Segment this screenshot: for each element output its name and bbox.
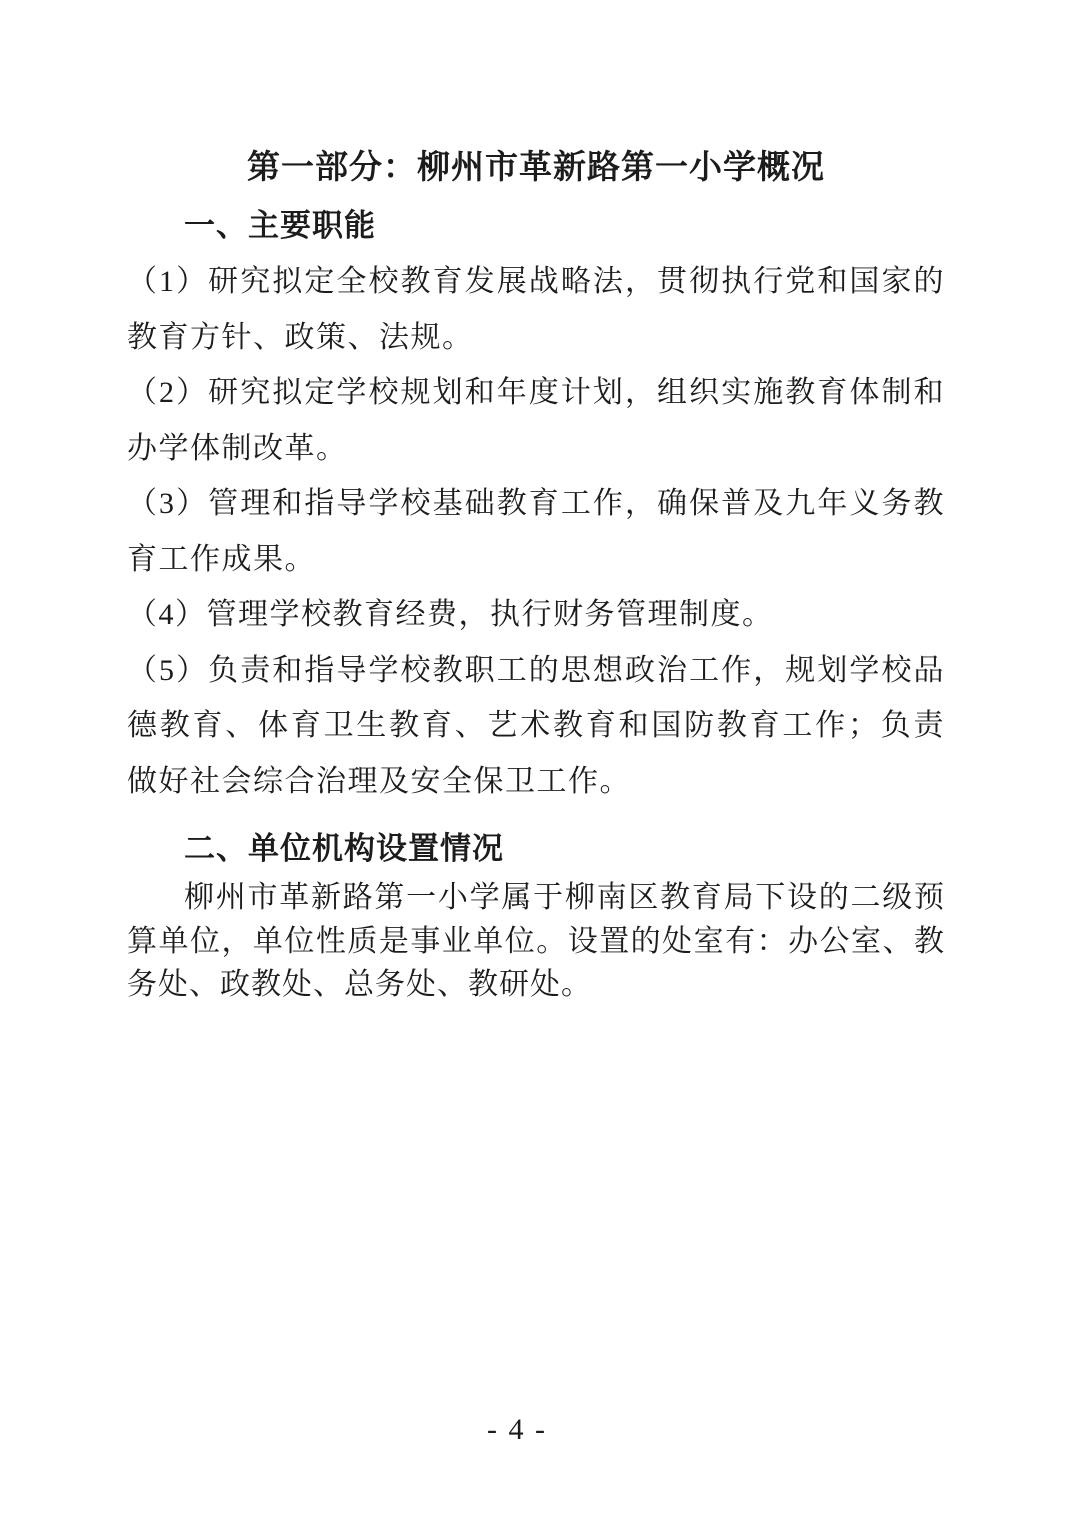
- paragraph-organization: 柳州市革新路第一小学属于柳南区教育局下设的二级预算单位，单位性质是事业单位。设置的处室有：办公室、教务处、政教处、总务处、教研处。: [127, 881, 945, 1001]
- paragraph-function-1: （1）研究拟定全校教育发展战略法，贯彻执行党和国家的教育方针、政策、法规。: [127, 265, 945, 354]
- section-heading-main-functions: 一、主要职能: [184, 208, 376, 243]
- paragraph-function-4: （4）管理学校教育经费，执行财务管理制度。: [127, 598, 774, 631]
- paragraph-function-5: （5）负责和指导学校教职工的思想政治工作，规划学校品德教育、体育卫生教育、艺术教育和国防教育工作；负责做好社会综合治理及安全保卫工作。: [127, 653, 945, 798]
- page-number: - 4 -: [487, 1413, 547, 1446]
- document-content: [127, 140, 945, 1007]
- paragraph-function-3: （3）管理和指导学校基础教育工作，确保普及九年义务教育工作成果。: [127, 487, 945, 576]
- section-heading-organization: 二、单位机构设置情况: [184, 831, 504, 866]
- paragraph-function-2: （2）研究拟定学校规划和年度计划，组织实施教育体制和办学体制改革。: [127, 376, 945, 465]
- document-title: 第一部分：柳州市革新路第一小学概况: [247, 150, 825, 186]
